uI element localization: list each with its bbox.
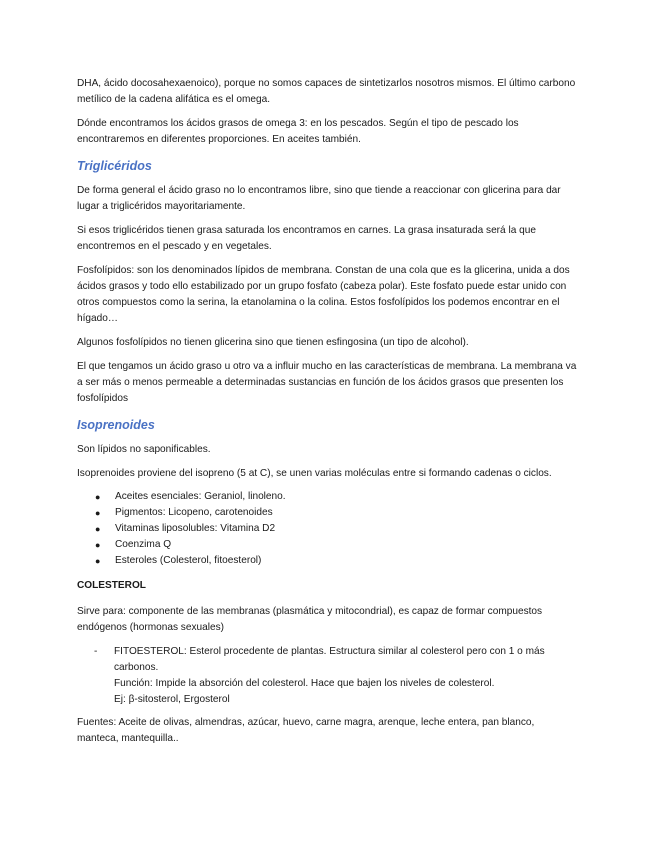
- list-item-text: Aceites esenciales: Geraniol, linoleno.: [115, 491, 286, 502]
- fitoesterol-item: [77, 644, 577, 708]
- list-item: [77, 505, 577, 521]
- bullet-icon: ●: [95, 524, 101, 534]
- paragraph-membrana: El que tengamos un ácido graso u otro va a influir mucho en las características de membrana. La membrana va a ser más o menos permeable a determinadas sustancias en función de los ácidos grasos que presenten los fosfolípidos: [77, 361, 577, 404]
- paragraph-esfingosina: Algunos fosfolípidos no tienen glicerina sino que tienen esfingosina (un tipo de alcohol).: [77, 337, 469, 348]
- list-item: [77, 537, 577, 553]
- dash-bullet-icon: -: [94, 646, 98, 657]
- list-item-text: Vitaminas liposolubles: Vitamina D2: [115, 523, 276, 534]
- paragraph-fuentes: Fuentes: Aceite de olivas, almendras, azúcar, huevo, carne magra, arenque, leche entera, pan blanco, manteca, mantequilla..: [77, 717, 535, 744]
- fitoesterol-funcion: Función: Impide la absorción del colesterol. Hace que bajen los niveles de colesterol.: [114, 678, 495, 689]
- document-body: [77, 76, 577, 755]
- list-item: [77, 489, 577, 505]
- paragraph-fosfolipidos: Fosfolípidos: son los denominados lípidos de membrana. Constan de una cola que es la glicerina, unida a dos ácidos grasos y todo ello estabilizado por un grupo fosfato (cabeza polar). Este fosfato puede estar unido con otros compuestos como la serina, la etanolamina o la colina. Estos fosfolípidos los podemos encontrar en el hígado…: [77, 265, 570, 324]
- paragraph-omega-sources: Dónde encontramos los ácidos grasos de omega 3: en los pescados. Según el tipo de pescado los encontraremos en diferentes proporciones. En aceites también.: [77, 118, 519, 145]
- bullet-icon: ●: [95, 540, 101, 550]
- bullet-icon: ●: [95, 556, 101, 566]
- heading-trigliceridos: Triglicéridos: [77, 159, 152, 173]
- list-item: [77, 521, 577, 537]
- paragraph-isopreno: Isoprenoides proviene del isopreno (5 at C), se unen varias moléculas entre si formando cadenas o ciclos.: [77, 468, 552, 479]
- paragraph-sirve-para: Sirve para: componente de las membranas (plasmática y mitocondrial), es capaz de formar compuestos endógenos (hormonas sexuales): [77, 606, 543, 633]
- list-item: [77, 553, 577, 569]
- bullet-icon: ●: [95, 492, 101, 502]
- heading-colesterol: COLESTEROL: [77, 580, 146, 591]
- list-item-text: Coenzima Q: [115, 539, 172, 550]
- fitoesterol-definition: FITOESTEROL: Esterol procedente de plantas. Estructura similar al colesterol pero con 1 o más carbonos.: [114, 646, 545, 673]
- list-item-text: Pigmentos: Licopeno, carotenoides: [115, 507, 273, 518]
- bullet-icon: ●: [95, 508, 101, 518]
- paragraph-trigliceridos-grasa: Si esos triglicéridos tienen grasa saturada los encontramos en carnes. La grasa insaturada será la que encontremos en el pescado y en vegetales.: [77, 225, 536, 252]
- fitoesterol-ejemplos: Ej: β-sitosterol, Ergosterol: [114, 694, 230, 705]
- isoprenoides-list: [77, 489, 577, 569]
- paragraph-omega-intro: DHA, ácido docosahexaenoico), porque no somos capaces de sintetizarlos nosotros mismos. El último carbono metílico de la cadena alifática es el omega.: [77, 78, 576, 105]
- heading-isoprenoides: Isoprenoides: [77, 418, 155, 432]
- paragraph-no-saponificables: Son lípidos no saponificables.: [77, 444, 211, 455]
- paragraph-trigliceridos-general: De forma general el ácido graso no lo encontramos libre, sino que tiende a reaccionar con glicerina para dar lugar a triglicéridos mayoritariamente.: [77, 185, 561, 212]
- list-item-text: Esteroles (Colesterol, fitoesterol): [115, 555, 262, 566]
